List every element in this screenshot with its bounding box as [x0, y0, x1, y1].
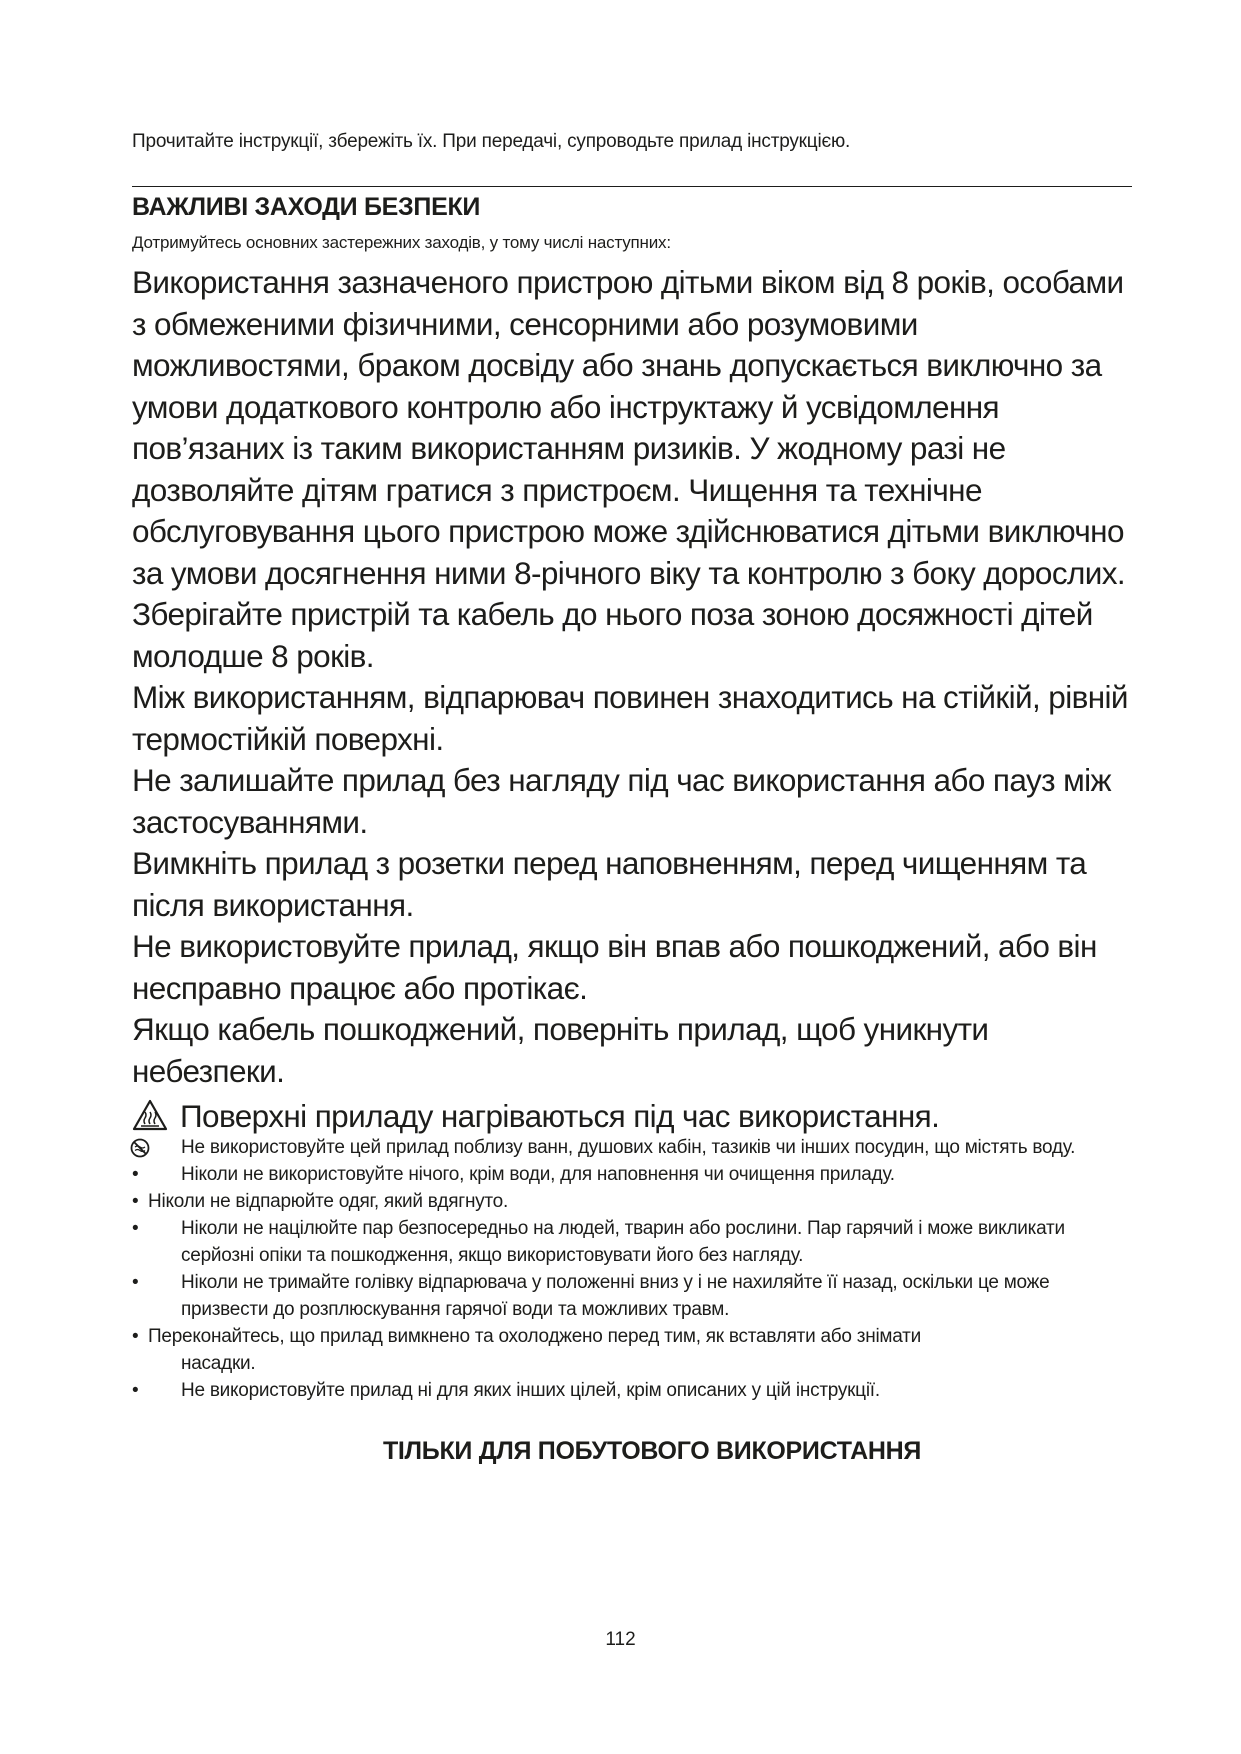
list-item-text [132, 1323, 1132, 1377]
paragraph-surface: Між використанням, відпарювач повинен знаходитись на стійкій, рівній термостійкій поверхні. [132, 679, 1128, 757]
paragraph-damaged: Не використовуйте прилад, якщо він впав або пошкоджений, або він несправно працює або протікає. [132, 928, 1097, 1006]
list-item [132, 1377, 1132, 1404]
section-heading: ВАЖЛИВІ ЗАХОДИ БЕЗПЕКИ [132, 193, 481, 221]
list-item-text: Не використовуйте прилад ні для яких інших цілей, крім описаних у цій інструкції. [181, 1380, 880, 1401]
list-item [132, 1161, 1132, 1188]
bullet: • [132, 1326, 139, 1347]
bullet: • [132, 1380, 139, 1401]
safety-list [132, 1134, 1132, 1404]
list-item [132, 1323, 1132, 1377]
no-water-icon [130, 1138, 150, 1158]
bullet: • [132, 1191, 139, 1212]
list-item [132, 1134, 1132, 1161]
intro-text: Прочитайте інструкції, збережіть їх. При передачі, супроводьте прилад інструкцією. [132, 131, 851, 152]
paragraph-unplug: Вимкніть прилад з розетки перед наповненням, перед чищенням та після використання. [132, 845, 1087, 923]
list-item-text: Ніколи не відпарюйте одяг, який вдягнуто. [148, 1191, 509, 1212]
hot-surface-warning-icon [132, 1099, 168, 1131]
list-item-text-line2: насадки. [181, 1353, 256, 1374]
list-item-text: Ніколи не націлюйте пар безпосередньо на людей, тварин або рослини. Пар гарячий і може викликати серйозні опіки та пошкодження, якщо використовувати його без нагляду. [181, 1218, 1065, 1266]
list-item [132, 1188, 1132, 1215]
divider [132, 186, 1132, 187]
paragraph-unattended: Не залишайте прилад без нагляду під час використання або пауз між застосуваннями. [132, 762, 1112, 840]
bullet: • [132, 1164, 139, 1185]
list-item-text-line1: Переконайтесь, що прилад вимкнено та охолоджено перед тим, як вставляти або знімати [148, 1326, 921, 1347]
household-use-title: ТІЛЬКИ ДЛЯ ПОБУТОВОГО ВИКОРИСТАННЯ [382, 1437, 922, 1465]
page-number: 112 [605, 1629, 636, 1650]
hot-surface-text: Поверхні приладу нагріваються під час використання. [180, 1098, 940, 1134]
section-subheading: Дотримуйтесь основних застережних заходів, у тому числі наступних: [132, 233, 671, 252]
paragraph-children: Використання зазначеного пристрою дітьми віком від 8 років, особами з обмеженими фізичними, сенсорними або розумовими можливостями, браком досвіду або знань допускається виключно за умови додаткового контролю або інструктажу й усвідомлення пов’язаних із таким використанням ризиків. У жодному разі не дозволяйте дітям гратися з пристроєм. Чищення та технічне обслуговування цього пристрою може здійснюватися дітьми виключно за умови досягнення ними 8-річного віку та контролю з боку дорослих. Зберігайте пристрій та кабель до нього поза зоною досяжності дітей молодше 8 років. [132, 264, 1126, 674]
bullet: • [132, 1272, 139, 1293]
list-item-text: Не використовуйте цей прилад поблизу ванн, душових кабін, тазиків чи інших посудин, що містять воду. [181, 1137, 1076, 1158]
list-item [132, 1215, 1132, 1269]
paragraph-cable: Якщо кабель пошкоджений, поверніть прилад, щоб уникнути небезпеки. [132, 1011, 989, 1089]
hot-surface-warning [132, 1096, 1132, 1136]
list-item-text: Ніколи не використовуйте нічого, крім води, для наповнення чи очищення приладу. [181, 1164, 895, 1185]
list-item [132, 1269, 1132, 1323]
list-item-text: Ніколи не тримайте голівку відпарювача у положенні вниз у і не нахиляйте її назад, оскільки це може призвести до розплюскування гарячої води та можливих травм. [181, 1272, 1050, 1320]
safety-paragraphs [132, 262, 1142, 1092]
bullet: • [132, 1218, 139, 1239]
